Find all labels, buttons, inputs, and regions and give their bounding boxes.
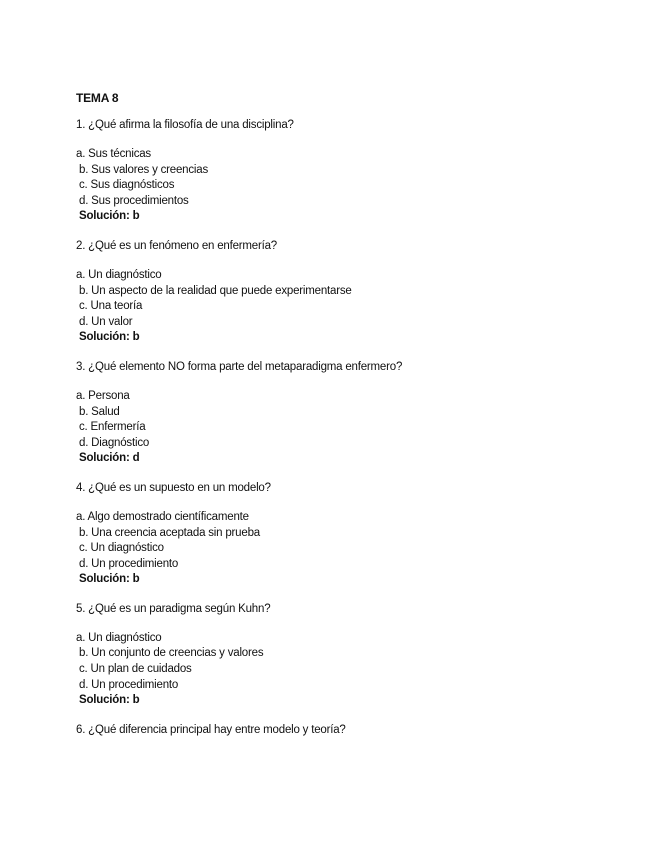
question-text: 6. ¿Qué diferencia principal hay entre modelo y teoría? — [76, 723, 346, 736]
options-list — [76, 510, 636, 572]
question-block-4 — [76, 481, 636, 588]
question-text: 4. ¿Qué es un supuesto en un modelo? — [76, 481, 271, 494]
options-list — [76, 147, 636, 209]
solution-text: Solución: d — [79, 452, 140, 465]
options-list — [76, 631, 636, 693]
page-title: TEMA 8 — [76, 91, 119, 105]
options-list — [76, 268, 636, 330]
options-list — [76, 389, 636, 451]
option-a: a. Sus técnicas — [76, 148, 151, 160]
option-c: c. Sus diagnósticos — [79, 179, 175, 192]
option-c: c. Un plan de cuidados — [79, 663, 192, 676]
option-d: d. Sus procedimientos — [79, 194, 189, 207]
solution-text: Solución: b — [79, 694, 140, 707]
option-c: c. Una teoría — [79, 300, 143, 313]
option-b: b. Una creencia aceptada sin prueba — [79, 526, 260, 539]
option-b: b. Un conjunto de creencias y valores — [79, 647, 264, 660]
question-block-5 — [76, 602, 636, 709]
option-b: b. Un aspecto de la realidad que puede experimentarse — [79, 284, 352, 297]
solution-text: Solución: b — [79, 210, 140, 223]
question-text: 5. ¿Qué es un paradigma según Kuhn? — [76, 602, 271, 615]
option-b: b. Sus valores y creencias — [79, 163, 209, 176]
question-block-1 — [76, 118, 636, 225]
option-a: a. Un diagnóstico — [76, 631, 162, 644]
solution-text: Solución: b — [79, 331, 140, 344]
question-block-6 — [76, 723, 636, 738]
option-a: a. Un diagnóstico — [76, 268, 162, 281]
question-text: 2. ¿Qué es un fenómeno en enfermería? — [76, 239, 278, 252]
solution-text: Solución: b — [79, 573, 140, 586]
document-content — [76, 91, 636, 752]
question-text: 1. ¿Qué afirma la filosofía de una disciplina? — [76, 119, 294, 131]
question-text: 3. ¿Qué elemento NO forma parte del metaparadigma enfermero? — [76, 360, 403, 373]
option-b: b. Salud — [79, 405, 120, 418]
option-c: c. Un diagnóstico — [79, 542, 164, 555]
option-a: a. Algo demostrado científicamente — [76, 510, 249, 523]
option-d: d. Un procedimiento — [79, 557, 179, 570]
option-a: a. Persona — [76, 389, 130, 402]
option-d: d. Un procedimiento — [79, 678, 179, 691]
option-d: d. Diagnóstico — [79, 436, 150, 449]
question-block-2 — [76, 239, 636, 346]
question-block-3 — [76, 360, 636, 467]
option-d: d. Un valor — [79, 315, 133, 328]
option-c: c. Enfermería — [79, 421, 146, 434]
